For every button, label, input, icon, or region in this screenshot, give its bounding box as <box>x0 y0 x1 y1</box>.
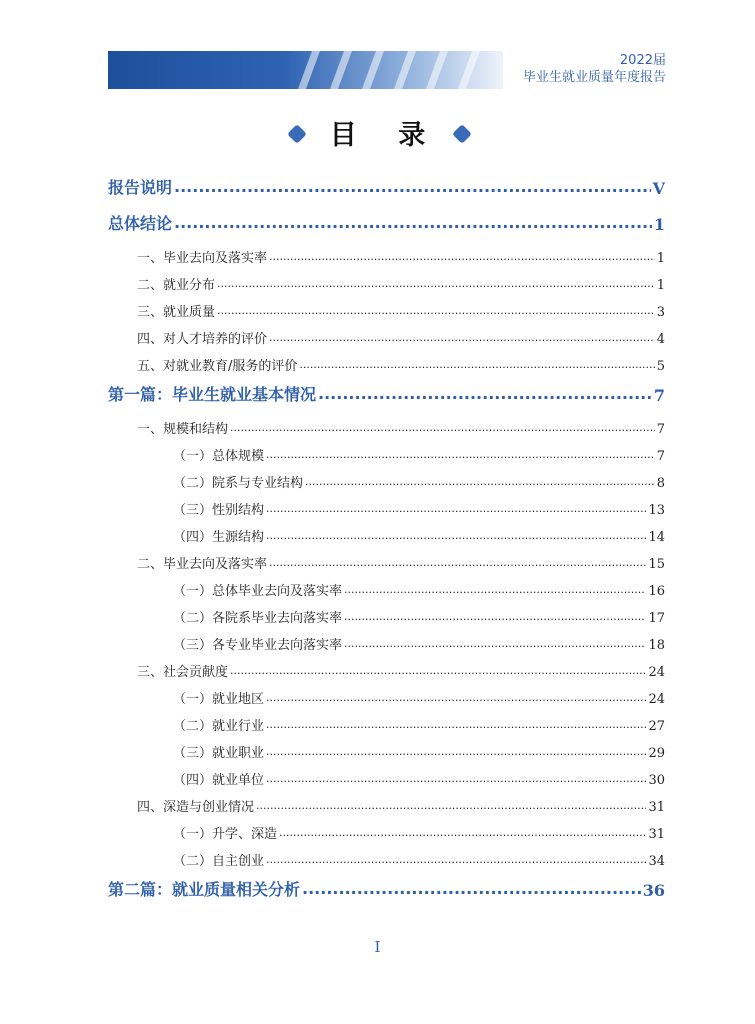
toc-entry[interactable] <box>173 519 665 545</box>
toc-entry-label: 一、规模和结构 <box>137 422 229 437</box>
toc-entry-label: 第二篇：就业质量相关分析 <box>108 880 301 899</box>
header-year: 2022届 <box>619 53 666 68</box>
toc-entry-page: 30 <box>648 773 665 788</box>
toc-entry-page: 29 <box>648 746 665 761</box>
toc-entry[interactable] <box>173 708 665 734</box>
toc-entry-page: 24 <box>648 665 665 680</box>
page-number: I <box>374 938 381 956</box>
toc-entry-page: 7 <box>656 422 665 437</box>
toc-heading <box>0 118 755 154</box>
toc-entry-label: （一）总体规模 <box>173 449 265 464</box>
toc-leader-dots <box>299 358 654 374</box>
toc-entry-page: 1 <box>656 278 665 293</box>
toc-entry-label: 一、毕业去向及落实率 <box>137 251 268 266</box>
toc-entry[interactable] <box>173 735 665 761</box>
toc-entry-page: 16 <box>648 584 665 599</box>
toc-entry-page: 8 <box>656 476 665 491</box>
toc-leader-dots <box>305 475 655 491</box>
toc-leader-dots <box>266 448 655 464</box>
toc-entry-page: 14 <box>648 530 665 545</box>
toc-leader-dots <box>344 583 646 599</box>
toc-entry[interactable] <box>108 375 665 405</box>
toc-entry-page: 31 <box>648 827 665 842</box>
toc-leader-dots <box>266 745 646 761</box>
toc-entry-page: 18 <box>648 638 665 653</box>
toc-entry-page: 4 <box>656 332 665 347</box>
toc-entry-page: 13 <box>648 503 665 518</box>
toc-leader-dots <box>318 385 652 405</box>
toc-title: 目 录 <box>329 120 442 151</box>
toc-entry[interactable] <box>108 870 665 900</box>
toc-leader-dots <box>302 880 641 900</box>
toc-entry[interactable] <box>173 627 665 653</box>
toc-entry-label: （二）就业行业 <box>173 719 265 734</box>
toc-leader-dots <box>230 421 655 437</box>
toc-leader-dots <box>279 826 646 842</box>
toc-entry-label: 四、对人才培养的评价 <box>137 332 268 347</box>
toc-entry-label: 三、社会贡献度 <box>137 665 229 680</box>
toc-entry[interactable] <box>137 411 665 437</box>
toc-leader-dots <box>217 277 655 293</box>
toc-leader-dots <box>217 304 655 320</box>
toc-entry-label: （四）生源结构 <box>173 530 265 545</box>
toc-entry[interactable] <box>173 573 665 599</box>
toc-entry[interactable] <box>173 600 665 626</box>
toc-entry-page: 15 <box>648 557 665 572</box>
toc-entry[interactable] <box>137 294 665 320</box>
toc-entry-page: 3 <box>656 305 665 320</box>
header-report-title: 毕业生就业质量年度报告 <box>522 70 666 85</box>
toc-entry-label: （三）各专业毕业去向落实率 <box>173 638 343 653</box>
toc-entry[interactable] <box>137 654 665 680</box>
toc-entry-label: （三）性别结构 <box>173 503 265 518</box>
toc-entry-page: V <box>652 179 665 198</box>
toc-entry[interactable] <box>173 438 665 464</box>
toc-entry-label: 二、毕业去向及落实率 <box>137 557 268 572</box>
toc-entry-label: （二）院系与专业结构 <box>173 476 304 491</box>
toc-leader-dots <box>266 529 646 545</box>
toc-entry-page: 31 <box>648 800 665 815</box>
toc-entry[interactable] <box>137 348 665 374</box>
toc-leader-dots <box>344 610 646 626</box>
toc-leader-dots <box>269 556 646 572</box>
toc-leader-dots <box>344 637 646 653</box>
toc-leader-dots <box>266 691 646 707</box>
toc-entry-label: （三）就业职业 <box>173 746 265 761</box>
toc-entry-label: （二）各院系毕业去向落实率 <box>173 611 343 626</box>
toc-leader-dots <box>269 250 655 266</box>
toc-leader-dots <box>230 664 646 680</box>
toc-entry-page: 1 <box>653 215 665 234</box>
toc-entry-page: 36 <box>642 881 665 900</box>
toc-entry-label: 第一篇：毕业生就业基本情况 <box>108 385 317 404</box>
toc-entry[interactable] <box>173 762 665 788</box>
toc-entry-page: 7 <box>653 386 665 405</box>
toc-entry-page: 1 <box>656 251 665 266</box>
toc-entry-page: 17 <box>648 611 665 626</box>
toc-entry[interactable] <box>173 843 665 869</box>
toc-entry-page: 24 <box>648 692 665 707</box>
toc-entry-page: 27 <box>648 719 665 734</box>
toc-entry[interactable] <box>173 681 665 707</box>
toc-entry-label: （一）就业地区 <box>173 692 265 707</box>
toc-entry[interactable] <box>137 789 665 815</box>
toc-leader-dots <box>266 853 646 869</box>
toc-leader-dots <box>256 799 646 815</box>
toc-entry[interactable] <box>137 321 665 347</box>
toc-entry[interactable] <box>173 465 665 491</box>
toc-leader-dots <box>266 772 646 788</box>
toc-entry-page: 34 <box>648 854 665 869</box>
toc-entry[interactable] <box>137 240 665 266</box>
toc-entry[interactable] <box>137 267 665 293</box>
toc-entry-label: 报告说明 <box>108 178 173 197</box>
toc-entry-label: 三、就业质量 <box>137 305 216 320</box>
toc-entry-label: （一）升学、深造 <box>173 827 278 842</box>
toc-leader-dots <box>174 214 652 234</box>
toc-entry-label: 二、就业分布 <box>137 278 216 293</box>
toc-entry-label: 四、深造与创业情况 <box>137 800 255 815</box>
header-stripes <box>108 51 503 89</box>
toc-entry[interactable] <box>137 546 665 572</box>
toc-entry-page: 7 <box>656 449 665 464</box>
toc-entry-label: 总体结论 <box>108 214 173 233</box>
toc-leader-dots <box>266 718 646 734</box>
toc-leader-dots <box>174 178 651 198</box>
toc-leader-dots <box>269 331 655 347</box>
toc-entry[interactable] <box>108 168 665 198</box>
toc-entry-label: 五、对就业教育/服务的评价 <box>137 359 298 374</box>
toc-leader-dots <box>266 502 646 518</box>
header-band <box>108 51 503 89</box>
header-text <box>523 52 666 86</box>
toc-entry-label: （一）总体毕业去向及落实率 <box>173 584 343 599</box>
toc-entry-page: 5 <box>656 359 665 374</box>
toc-entry[interactable] <box>108 204 665 234</box>
toc-entry-label: （四）就业单位 <box>173 773 265 788</box>
toc-entry[interactable] <box>173 816 665 842</box>
toc-entry-label: （二）自主创业 <box>173 854 265 869</box>
toc-entry[interactable] <box>173 492 665 518</box>
